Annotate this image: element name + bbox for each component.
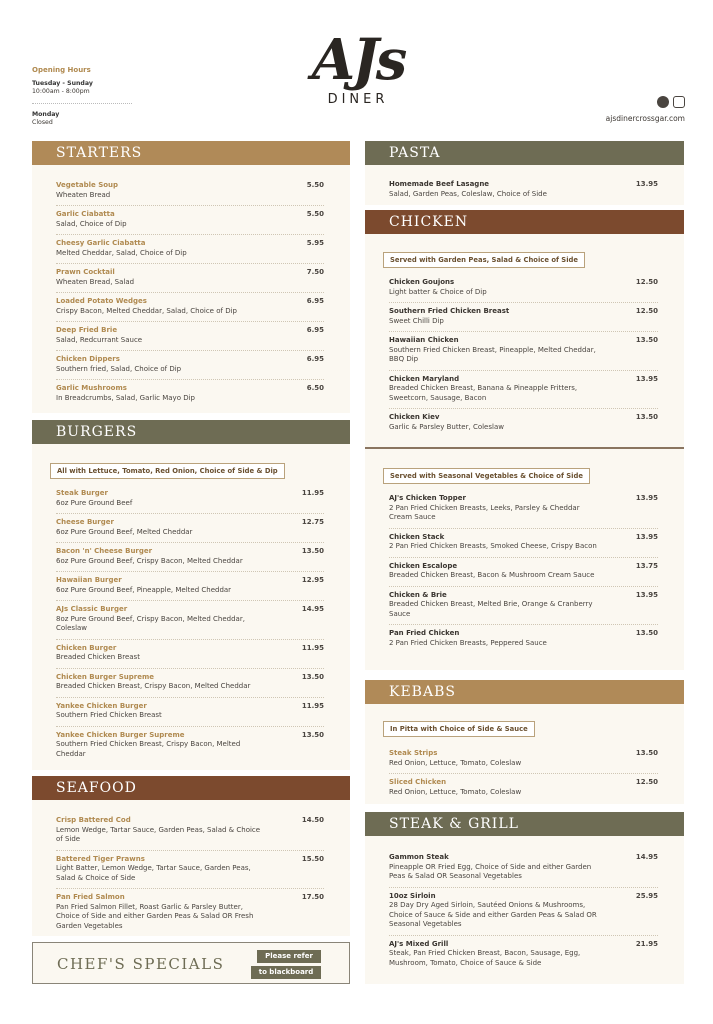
item-description: 6oz Pure Ground Beef, Melted Cheddar bbox=[56, 527, 193, 536]
facebook-icon[interactable] bbox=[657, 96, 669, 108]
item-price: 13.95 bbox=[635, 532, 658, 541]
menu-item bbox=[389, 332, 658, 371]
menu-item bbox=[56, 177, 324, 206]
item-price: 11.95 bbox=[301, 643, 324, 652]
item-description: 6oz Pure Ground Beef, Crispy Bacon, Melted Cheddar bbox=[56, 556, 243, 565]
menu-item bbox=[56, 264, 324, 293]
menu-item bbox=[389, 371, 658, 410]
item-price: 11.95 bbox=[301, 489, 324, 497]
item-description: Light batter & Choice of Dip bbox=[389, 287, 487, 296]
item-name: Yankee Chicken Burger Supreme bbox=[56, 730, 185, 739]
section-note: All with Lettuce, Tomato, Red Onion, Choice of Side & Dip bbox=[50, 463, 285, 479]
item-price: 6.95 bbox=[306, 297, 324, 305]
menu-item bbox=[56, 235, 324, 264]
chicken-list-2 bbox=[365, 490, 684, 653]
hours-closed: Closed bbox=[32, 119, 53, 126]
item-description: 6oz Pure Ground Beef, Pineapple, Melted Cheddar bbox=[56, 585, 232, 594]
item-description: 2 Pan Fried Chicken Breasts, Smoked Cheese, Crispy Bacon bbox=[389, 542, 597, 550]
item-description: Southern Fried Chicken Breast, Crispy Bacon, Melted Cheddar bbox=[56, 740, 241, 758]
item-name: Pan Fried Chicken bbox=[389, 629, 460, 637]
pasta-panel bbox=[365, 141, 684, 205]
menu-item bbox=[56, 889, 324, 936]
item-description: Breaded Chicken Breast, Crispy Bacon, Melted Cheddar bbox=[56, 682, 251, 690]
item-price: 13.50 bbox=[301, 730, 324, 739]
item-price: 12.50 bbox=[635, 278, 658, 286]
menu-item bbox=[56, 601, 324, 640]
item-description: Crispy Bacon, Melted Cheddar, Salad, Choice of Dip bbox=[56, 306, 237, 315]
menu-item bbox=[389, 936, 658, 974]
pasta-list bbox=[365, 165, 684, 204]
menu-item bbox=[56, 322, 324, 351]
item-price: 5.50 bbox=[306, 210, 324, 218]
menu-item bbox=[56, 572, 324, 601]
specials-title: CHEF'S SPECIALS bbox=[57, 955, 225, 973]
item-name: Garlic Ciabatta bbox=[56, 210, 115, 218]
item-name: Chicken Maryland bbox=[389, 374, 460, 383]
seafood-list bbox=[32, 800, 350, 936]
menu-item bbox=[56, 669, 324, 698]
item-description: Melted Cheddar, Salad, Choice of Dip bbox=[56, 248, 187, 257]
item-description: Salad, Choice of Dip bbox=[56, 219, 127, 228]
logo bbox=[300, 27, 416, 107]
item-description: Lemon Wedge, Tartar Sauce, Garden Peas, Salad & Choice of Side bbox=[56, 825, 261, 843]
menu-item bbox=[389, 625, 658, 653]
item-name: Southern Fried Chicken Breast bbox=[389, 307, 510, 315]
item-description: 28 Day Dry Aged Sirloin, Sautéed Onions & Mushrooms, Choice of Sauce & Side and either Garden Peas & Salad OR Seasonal Vegetables bbox=[389, 901, 597, 928]
item-description: 6oz Pure Ground Beef bbox=[56, 498, 133, 507]
menu-item bbox=[389, 587, 658, 626]
item-price: 14.95 bbox=[301, 605, 324, 613]
section-title: STARTERS bbox=[32, 141, 350, 165]
item-price: 6.95 bbox=[306, 355, 324, 363]
item-name: Steak Burger bbox=[56, 489, 108, 497]
item-price: 13.95 bbox=[635, 494, 658, 502]
item-name: Chicken Burger bbox=[56, 643, 117, 652]
item-price: 13.50 bbox=[635, 749, 658, 757]
section-title: SEAFOOD bbox=[32, 776, 350, 800]
item-price: 11.95 bbox=[301, 701, 324, 710]
menu-item bbox=[389, 409, 658, 437]
item-name: Sliced Chicken bbox=[389, 778, 447, 786]
days-open: Tuesday - Sunday bbox=[32, 80, 93, 87]
section-note: Served with Seasonal Vegetables & Choice of Side bbox=[383, 468, 590, 484]
seafood-panel bbox=[32, 776, 350, 936]
item-price: 13.50 bbox=[301, 672, 324, 681]
menu-item bbox=[389, 176, 658, 204]
menu-item bbox=[389, 888, 658, 936]
section-title: BURGERS bbox=[32, 420, 350, 444]
instagram-icon[interactable] bbox=[673, 96, 685, 108]
menu-item bbox=[56, 640, 324, 669]
section-title: PASTA bbox=[365, 141, 684, 165]
steak-panel bbox=[365, 812, 684, 984]
menu-item bbox=[389, 745, 658, 774]
item-price: 13.50 bbox=[635, 413, 658, 421]
item-name: Prawn Cocktail bbox=[56, 268, 115, 276]
burgers-panel bbox=[32, 420, 350, 770]
specials-note-1: Please refer bbox=[257, 950, 321, 963]
item-name: AJs Classic Burger bbox=[56, 605, 128, 613]
menu-item bbox=[389, 274, 658, 303]
item-price: 12.95 bbox=[301, 576, 324, 584]
item-name: Chicken Escalope bbox=[389, 561, 458, 570]
website[interactable]: ajsdinercrossgar.com bbox=[605, 114, 685, 123]
item-name: Vegetable Soup bbox=[56, 181, 119, 189]
item-name: Garlic Mushrooms bbox=[56, 384, 127, 392]
menu-item bbox=[56, 293, 324, 322]
item-description: Southern Fried Chicken Breast, Pineapple, Melted Cheddar, BBQ Dip bbox=[389, 345, 596, 363]
menu-item bbox=[56, 380, 324, 408]
menu-item bbox=[56, 351, 324, 380]
item-price: 15.50 bbox=[301, 854, 324, 863]
menu-item bbox=[56, 485, 324, 514]
item-description: Red Onion, Lettuce, Tomato, Coleslaw bbox=[389, 787, 522, 796]
item-name: Chicken Goujons bbox=[389, 278, 455, 286]
item-name: Chicken Kiev bbox=[389, 413, 440, 421]
item-name: Chicken Burger Supreme bbox=[56, 672, 154, 681]
item-description: Breaded Chicken Breast, Melted Brie, Orange & Cranberry Sauce bbox=[389, 600, 593, 618]
kebabs-list bbox=[365, 745, 684, 802]
menu-item bbox=[389, 774, 658, 802]
item-description: Light Batter, Lemon Wedge, Tartar Sauce, Garden Peas, Salad & Choice of Side bbox=[56, 864, 251, 882]
chefs-specials bbox=[32, 942, 350, 984]
menu-item bbox=[389, 558, 658, 587]
item-name: Cheesy Garlic Ciabatta bbox=[56, 239, 146, 247]
section-note: Served with Garden Peas, Salad & Choice of Side bbox=[383, 252, 585, 268]
item-price: 13.50 bbox=[635, 336, 658, 344]
item-price: 13.75 bbox=[635, 561, 658, 570]
section-title: KEBABS bbox=[365, 680, 684, 704]
item-name: Steak Strips bbox=[389, 749, 438, 757]
item-description: Southern Fried Chicken Breast bbox=[56, 711, 162, 719]
item-name: Crisp Battered Cod bbox=[56, 816, 131, 824]
menu-item bbox=[389, 849, 658, 888]
item-price: 14.50 bbox=[301, 816, 324, 824]
item-description: Southern fried, Salad, Choice of Dip bbox=[56, 364, 182, 373]
item-description: Wheaten Bread, Salad bbox=[56, 277, 135, 286]
item-description: Steak, Pan Fried Chicken Breast, Bacon, Sausage, Egg, Mushroom, Tomato, Choice of Sauce & Side bbox=[389, 949, 581, 967]
menu-item bbox=[56, 698, 324, 727]
item-price: 6.50 bbox=[306, 384, 324, 392]
item-price: 5.50 bbox=[306, 181, 324, 189]
item-name: Deep Fried Brie bbox=[56, 326, 118, 334]
logo-mark: AJs bbox=[311, 27, 405, 93]
menu-item bbox=[389, 303, 658, 332]
item-price: 12.50 bbox=[635, 307, 658, 315]
item-description: Salad, Garden Peas, Coleslaw, Choice of Side bbox=[389, 189, 547, 198]
opening-hours-label: Opening Hours bbox=[32, 66, 91, 74]
starters-panel bbox=[32, 141, 350, 413]
item-description: Breaded Chicken Breast, Banana & Pineapple Fritters, Sweetcorn, Sausage, Bacon bbox=[389, 384, 578, 402]
specials-note-2: to blackboard bbox=[251, 966, 321, 979]
burgers-list bbox=[32, 485, 350, 764]
item-name: 10oz Sirloin bbox=[389, 891, 436, 900]
item-price: 7.50 bbox=[306, 268, 324, 276]
steak-list bbox=[365, 836, 684, 973]
item-price: 13.50 bbox=[301, 547, 324, 555]
item-name: AJ's Mixed Grill bbox=[389, 939, 449, 948]
item-description: 2 Pan Fried Chicken Breasts, Leeks, Parsley & Cheddar Cream Sauce bbox=[389, 503, 580, 521]
item-price: 17.50 bbox=[301, 893, 324, 901]
item-name: Cheese Burger bbox=[56, 518, 114, 526]
kebabs-panel bbox=[365, 680, 684, 804]
item-description: 8oz Pure Ground Beef, Crispy Bacon, Melted Cheddar, Coleslaw bbox=[56, 614, 245, 632]
item-name: Chicken & Brie bbox=[389, 590, 447, 599]
item-description: Wheaten Bread bbox=[56, 190, 111, 199]
item-description: Pineapple OR Fried Egg, Choice of Side and either Garden Peas & Salad OR Seasonal Vegetables bbox=[389, 862, 592, 880]
divider bbox=[32, 103, 132, 104]
item-price: 21.95 bbox=[635, 939, 658, 948]
item-price: 12.75 bbox=[301, 518, 324, 526]
menu-item bbox=[56, 206, 324, 235]
item-name: Hawaiian Chicken bbox=[389, 336, 459, 344]
menu-item bbox=[389, 490, 658, 529]
item-price: 5.95 bbox=[306, 239, 324, 247]
chicken-list-1 bbox=[365, 274, 684, 437]
item-price: 25.95 bbox=[635, 891, 658, 900]
item-name: Gammon Steak bbox=[389, 853, 449, 861]
item-name: Hawaiian Burger bbox=[56, 576, 122, 584]
section-title: CHICKEN bbox=[365, 210, 684, 234]
hours-open: 10:00am - 8:00pm bbox=[32, 88, 90, 95]
item-name: AJ's Chicken Topper bbox=[389, 494, 466, 502]
item-description: In Breadcrumbs, Salad, Garlic Mayo Dip bbox=[56, 393, 195, 402]
days-closed: Monday bbox=[32, 111, 60, 118]
item-description: Pan Fried Salmon Fillet, Roast Garlic & Parsley Butter, Choice of Side and either Garden Peas & Salad OR Fresh Garden Vegetables bbox=[56, 902, 254, 930]
item-price: 13.50 bbox=[635, 629, 658, 637]
item-description: Garlic & Parsley Butter, Coleslaw bbox=[389, 422, 504, 431]
chicken-panel bbox=[365, 210, 684, 670]
menu-item bbox=[56, 514, 324, 543]
opening-hours bbox=[32, 66, 132, 127]
menu-item bbox=[56, 543, 324, 572]
item-name: Loaded Potato Wedges bbox=[56, 297, 147, 305]
item-name: Pan Fried Salmon bbox=[56, 893, 125, 901]
item-name: Bacon 'n' Cheese Burger bbox=[56, 547, 153, 555]
item-name: Chicken Stack bbox=[389, 532, 445, 541]
item-price: 13.95 bbox=[635, 180, 658, 188]
item-name: Chicken Dippers bbox=[56, 355, 120, 363]
item-price: 13.95 bbox=[635, 590, 658, 599]
section-title: STEAK & GRILL bbox=[365, 812, 684, 836]
item-description: 2 Pan Fried Chicken Breasts, Peppered Sauce bbox=[389, 638, 547, 647]
menu-item bbox=[56, 851, 324, 890]
item-price: 13.95 bbox=[635, 374, 658, 383]
menu-item bbox=[56, 812, 324, 851]
item-name: Yankee Chicken Burger bbox=[56, 701, 147, 710]
item-description: Salad, Redcurrant Sauce bbox=[56, 335, 143, 344]
item-price: 14.95 bbox=[635, 853, 658, 861]
item-price: 6.95 bbox=[306, 326, 324, 334]
social-links bbox=[657, 96, 685, 108]
menu-item bbox=[389, 529, 658, 558]
item-description: Sweet Chilli Dip bbox=[389, 316, 444, 325]
logo-subtitle: DINER bbox=[327, 92, 389, 107]
starters-list bbox=[32, 165, 350, 408]
item-description: Red Onion, Lettuce, Tomato, Coleslaw bbox=[389, 758, 522, 767]
section-note: In Pitta with Choice of Side & Sauce bbox=[383, 721, 535, 737]
item-price: 12.50 bbox=[635, 778, 658, 786]
item-name: Battered Tiger Prawns bbox=[56, 854, 145, 863]
item-name: Homemade Beef Lasagne bbox=[389, 180, 490, 188]
item-description: Breaded Chicken Breast bbox=[56, 653, 140, 661]
menu-item bbox=[56, 727, 324, 765]
item-description: Breaded Chicken Breast, Bacon & Mushroom Cream Sauce bbox=[389, 571, 595, 579]
